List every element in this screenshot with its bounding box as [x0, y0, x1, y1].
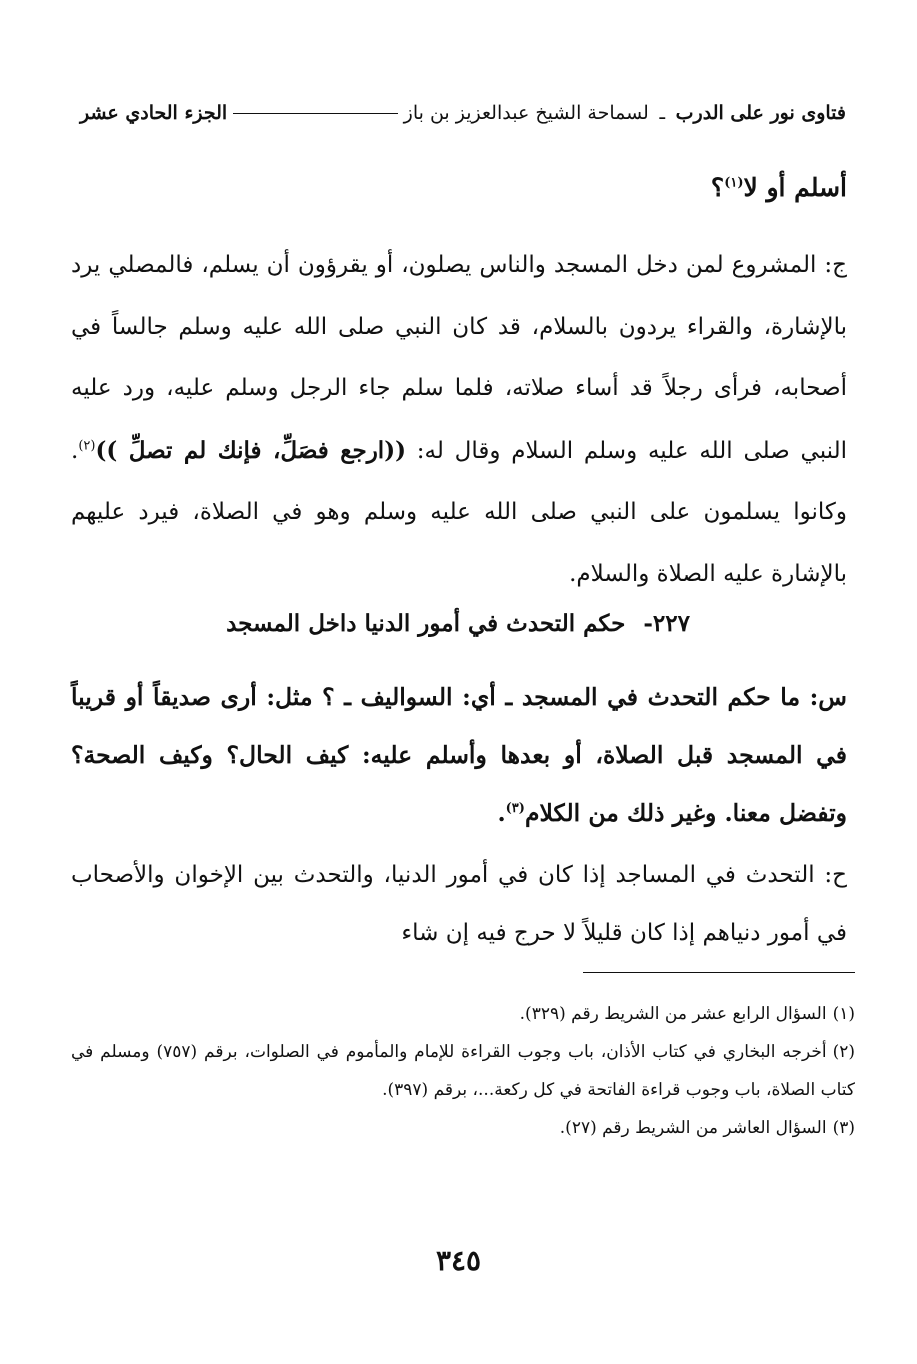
section-number: ٢٢٧- — [643, 610, 690, 637]
footnote-ref-3: (٣) — [505, 801, 525, 817]
answer1-continuation: . وكانوا يسلمون على النبي صلى الله عليه وسلم وهو في الصلاة، فيرد عليهم بالإشارة عليه الصلاة والسلام. — [71, 437, 847, 587]
volume-label: الجزء الحادي عشر — [80, 102, 228, 124]
footnote-marker: (٣) — [832, 1118, 855, 1138]
author-name: لسماحة الشيخ عبدالعزيز بن باز — [403, 102, 649, 124]
footnote-marker: (٢) — [832, 1042, 855, 1062]
footnote-text: السؤال العاشر من الشريط رقم (٢٧). — [559, 1118, 827, 1138]
footnote-ref-1: (١) — [724, 175, 744, 191]
book-title: فتاوى نور على الدرب — [675, 102, 846, 124]
page-number: ٣٤٥ — [435, 1244, 482, 1277]
answer-paragraph-2 — [71, 846, 847, 962]
question-text: س: ما حكم التحدث في المسجد ـ أي: السواليف ـ ؟ مثل: أرى صديقاً أو قريباً في المسجد قبل الصلاة، أو بعدها وأسلم عليه: كيف الحال؟ وكيف الصحة؟ وتفضل معنا. وغير ذلك من الكلام — [71, 683, 847, 827]
footnote-item — [71, 1109, 855, 1147]
question-paragraph — [71, 668, 847, 842]
footnote-item — [71, 995, 855, 1033]
hadith-quote: ((ارجع فصَلِّ، فإنك لم تصلِّ )) — [95, 436, 406, 464]
question-continuation — [71, 168, 847, 208]
footnote-item — [71, 1033, 855, 1109]
answer-paragraph-1 — [71, 235, 847, 605]
footnote-marker: (١) — [832, 1004, 855, 1024]
footnote-ref-2: (٢) — [78, 437, 96, 453]
footnote-separator — [583, 972, 855, 973]
question-end: . — [497, 799, 506, 827]
running-head-title-group — [404, 102, 846, 124]
question-mark: ؟ — [710, 173, 725, 202]
running-head-rule — [233, 113, 397, 114]
answer1-body: ج: المشروع لمن دخل المسجد والناس يصلون، أو يقرؤون أن يسلم، فالمصلي يرد بالإشارة، والقراء يردون بالسلام، قد كان النبي صلى الله عليه وسلم جالساً في أصحابه، فرأى رجلاً قد أساء صلاته، فلما سلم جاء الرجل وسلم عليه، ورد عليه النبي صلى الله عليه وسلم السلام وقال له: — [71, 252, 848, 464]
question-continuation-text: أسلم أو لا — [743, 173, 847, 202]
title-separator: ـ — [659, 102, 666, 124]
footnote-text: السؤال الرابع عشر من الشريط رقم (٣٢٩). — [519, 1004, 827, 1024]
running-head — [80, 96, 846, 130]
section-title: حكم التحدث في أمور الدنيا داخل المسجد — [226, 610, 626, 637]
footnote-text: أخرجه البخاري في كتاب الأذان، باب وجوب القراءة للإمام والمأموم في الصلوات، برقم (٧٥٧) ومسلم في كتاب الصلاة، باب وجوب قراءة الفاتحة في كل ركعة...، برقم (٣٩٧). — [71, 1042, 855, 1100]
answer2-text: ح: التحدث في المساجد إذا كان في أمور الدنيا، والتحدث بين الإخوان والأصحاب في أمور دنياهم إذا كان قليلاً لا حرج فيه إن شاء — [71, 862, 847, 946]
section-heading — [70, 604, 846, 644]
footnotes — [71, 995, 855, 1147]
